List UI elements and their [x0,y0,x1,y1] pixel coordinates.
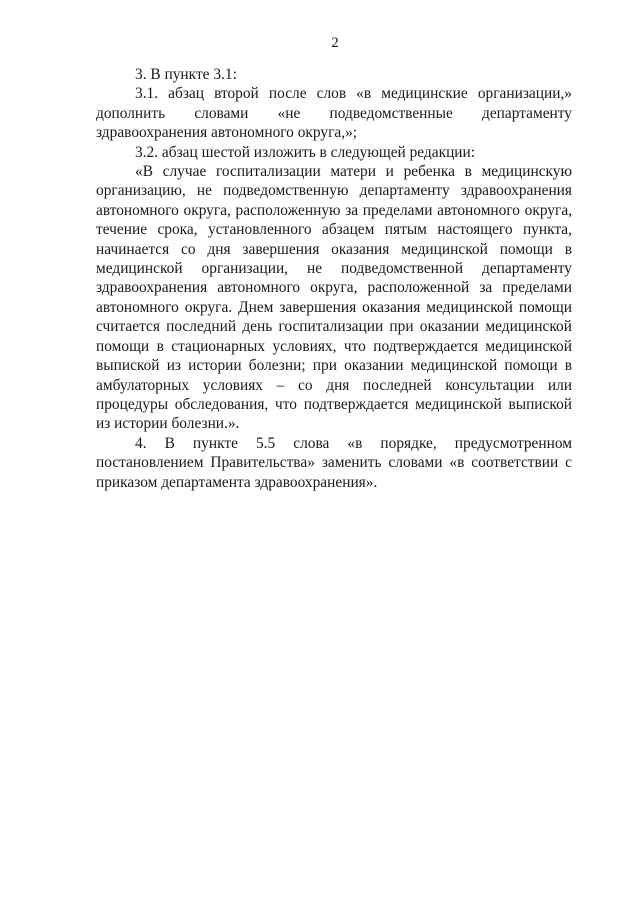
document-body [96,65,572,492]
paragraph-subitem-3-1: 3.1. абзац второй после слов «в медицинские организации,» дополнить словами «не подведомственные департаменту здравоохранения автономного округа,»; [96,85,572,142]
paragraph-item-3: 3. В пункте 3.1: [135,66,237,83]
paragraph-subitem-3-2: 3.2. абзац шестой изложить в следующей редакции: [135,143,476,161]
paragraph-new-wording: «В случае госпитализации матери и ребенка в медицинскую организацию, не подведомственную департаменту здравоохранения автономного округа, расположенную за пределами автономного округа, течение срока, установленного абзацем пятым настоящего пункта, начинается со дня завершения оказания медицинской помощи в медицинской организации, не подведомственной департаменту здравоохранения автономного округа, расположенной за пределами автономного округа. Днем завершения оказания медицинской помощи считается последний день госпитализации при оказании медицинской помощи в стационарных условиях, что подтверждается медицинской выпиской из истории болезни; при оказании медицинской помощи в амбулаторных условиях – со дня последней консультации или процедуры обследования, что подтверждается медицинской выпиской из истории болезни.». [96,163,572,433]
paragraph-item-4: 4. В пункте 5.5 слова «в порядке, предусмотренном постановлением Правительства» заменить словами «в соответствии с приказом департамента здравоохранения». [96,434,572,491]
page-number: 2 [331,35,339,51]
